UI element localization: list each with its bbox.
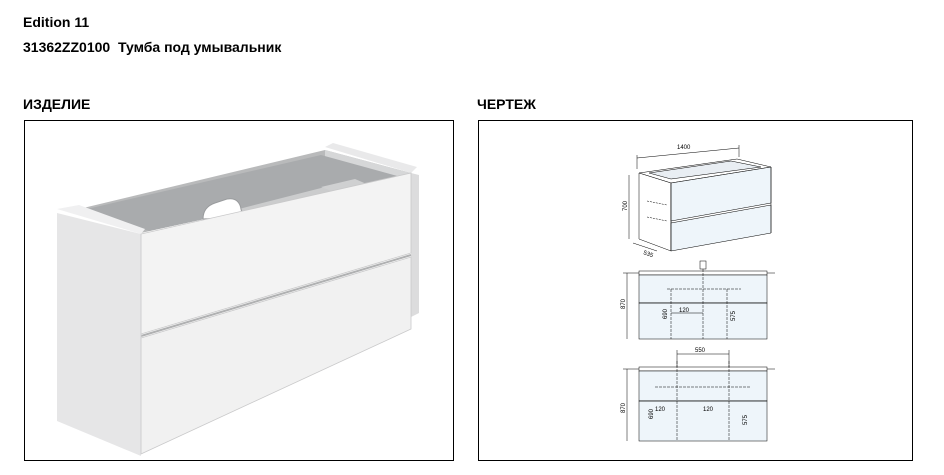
front1-right-height-label: 575	[731, 310, 737, 321]
product-section-title: ИЗДЕЛИЕ	[23, 96, 91, 112]
front2-spacing-label: 550	[695, 348, 706, 354]
iso-height-label: 700	[623, 200, 629, 211]
technical-drawing	[479, 121, 912, 460]
article-title: 31362ZZ0100 Тумба под умывальник	[23, 39, 282, 55]
front2-offset-right-label: 120	[703, 407, 714, 413]
drawing-section-title: ЧЕРТЕЖ	[477, 96, 536, 112]
front-view-single	[621, 261, 775, 339]
front1-drain-height-label: 690	[663, 308, 669, 319]
front1-height-label: 870	[621, 298, 627, 309]
product-panel	[24, 120, 454, 461]
product-render	[25, 121, 453, 460]
front2-height-label: 870	[621, 402, 627, 413]
drawing-panel	[478, 120, 913, 461]
front1-offset-label: 120	[679, 308, 690, 314]
iso-width-label: 1400	[677, 145, 691, 151]
front2-right-height-label: 575	[743, 414, 749, 425]
front2-offset-left-label: 120	[655, 407, 666, 413]
iso-view	[623, 145, 771, 260]
front2-drain-height-label: 690	[649, 408, 655, 419]
iso-depth-label: 535	[642, 250, 654, 260]
front-view-double	[621, 348, 775, 441]
series-title: Edition 11	[23, 14, 90, 30]
